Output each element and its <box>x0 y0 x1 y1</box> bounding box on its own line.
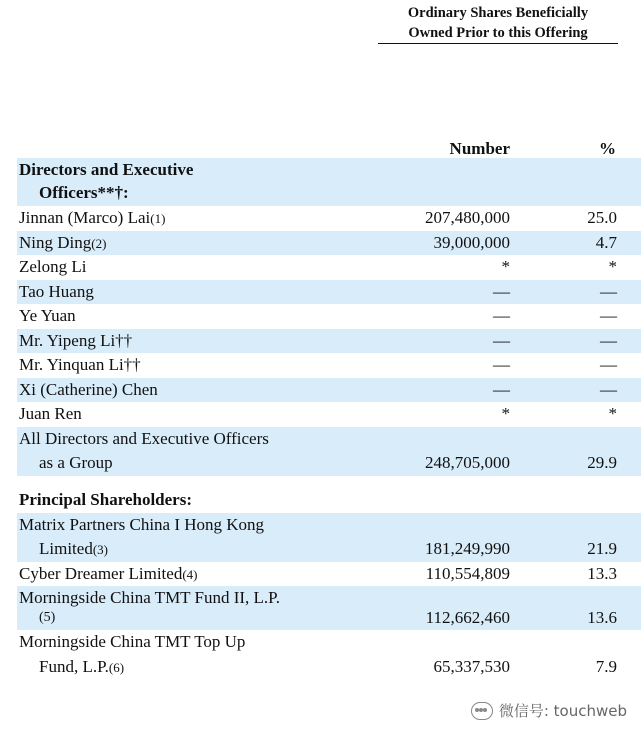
row-number: — <box>493 330 510 350</box>
header-line-1: Ordinary Shares Beneficially <box>407 5 589 21</box>
row-label: Morningside China TMT Fund II, L.P. <box>19 588 280 607</box>
row-label: Cyber Dreamer Limited(4) <box>19 563 198 583</box>
watermark <box>471 700 627 721</box>
row-label: Zelong Li <box>19 257 87 276</box>
table-row <box>17 378 641 403</box>
table-row-group-total <box>17 427 641 476</box>
row-percent: — <box>600 355 617 374</box>
row-number: 65,337,530 <box>433 656 510 676</box>
row-percent: — <box>600 281 617 301</box>
row-number: 181,249,990 <box>425 539 510 558</box>
table-row <box>17 630 641 679</box>
row-label: Jinnan (Marco) Lai(1) <box>19 208 166 227</box>
row-label: Mr. Yinquan Li†† <box>19 355 141 374</box>
row-percent: 29.9 <box>587 453 617 472</box>
row-number: 248,705,000 <box>425 453 510 472</box>
column-header-number: Number <box>378 137 510 163</box>
row-label: Juan Ren <box>19 404 82 423</box>
row-label-continued: Limited(3) <box>39 539 108 558</box>
section-principal <box>17 488 641 513</box>
section-title-line-1: Directors and Executive <box>19 160 194 179</box>
row-percent: 13.3 <box>587 563 617 583</box>
wechat-icon <box>471 702 493 720</box>
row-number: — <box>493 379 510 399</box>
section-title-line-2: Officers**†: <box>39 183 129 202</box>
table-row <box>17 304 641 329</box>
row-percent: 21.9 <box>587 539 617 558</box>
row-percent: — <box>600 330 617 350</box>
row-percent: — <box>600 379 617 399</box>
row-label: Mr. Yipeng Li†† <box>19 330 133 350</box>
row-label: Matrix Partners China I Hong Kong <box>19 514 265 534</box>
row-label: Ning Ding(2) <box>19 232 107 252</box>
row-number: * <box>501 404 510 423</box>
row-percent: — <box>600 306 617 325</box>
row-number: 207,480,000 <box>425 208 510 227</box>
row-label: Tao Huang <box>19 281 94 301</box>
row-label-continued: (5) <box>39 610 56 625</box>
column-header-percent: % <box>566 137 616 163</box>
row-label: Xi (Catherine) Chen <box>19 379 158 399</box>
ownership-header <box>378 3 618 44</box>
header-line-2: Owned Prior to this Offering <box>408 25 588 41</box>
row-number: — <box>493 355 510 374</box>
row-label: Morningside China TMT Top Up <box>19 632 246 651</box>
table-row <box>17 513 641 562</box>
row-number: * <box>501 257 510 276</box>
table-row <box>17 402 641 427</box>
row-number: — <box>493 306 510 325</box>
watermark-text: 微信号: touchweb <box>498 702 627 720</box>
row-label: All Directors and Executive Officers <box>19 428 269 448</box>
table-row <box>17 586 641 630</box>
table-row <box>17 255 641 280</box>
row-percent: * <box>608 404 617 423</box>
table-row <box>17 562 641 587</box>
table-row <box>17 353 641 378</box>
row-number: — <box>493 281 510 301</box>
section-title: Principal Shareholders: <box>19 490 192 509</box>
row-percent: 13.6 <box>587 608 617 627</box>
row-number: 39,000,000 <box>433 232 510 252</box>
row-label-continued: Fund, L.P.(6) <box>39 656 125 676</box>
row-percent: 4.7 <box>595 232 617 252</box>
table-row <box>17 329 641 354</box>
row-percent: * <box>608 257 617 276</box>
row-percent: 7.9 <box>595 656 617 676</box>
table-row <box>17 231 641 256</box>
row-number: 112,662,460 <box>425 608 510 627</box>
row-label-continued: as a Group <box>39 453 113 472</box>
table-row <box>17 206 641 231</box>
table-row <box>17 280 641 305</box>
row-label: Ye Yuan <box>19 306 76 325</box>
section-directors <box>17 158 641 206</box>
row-number: 110,554,809 <box>425 563 510 583</box>
row-percent: 25.0 <box>587 208 617 227</box>
